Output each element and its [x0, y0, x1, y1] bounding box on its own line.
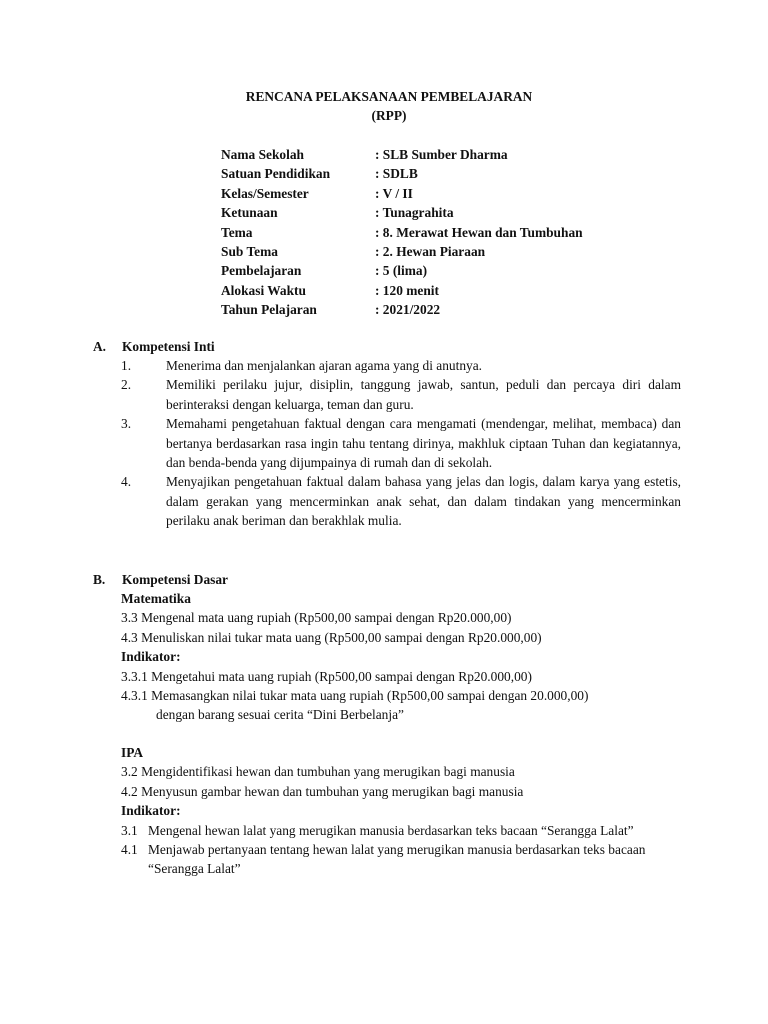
item-text: Menjawab pertanyaan tentang hewan lalat yang merugikan manusia berdasarkan teks bacaan “Serangga Lalat”	[148, 842, 646, 877]
info-label: Nama Sekolah	[221, 147, 304, 162]
info-value: : 120 menit	[375, 282, 439, 298]
indikator-item	[121, 821, 681, 840]
subject-heading: IPA	[121, 745, 144, 760]
info-label: Alokasi Waktu	[221, 282, 306, 298]
kd-item: 4.2 Menyusun gambar hewan dan tumbuhan yang merugikan bagi manusia	[121, 783, 524, 799]
indikator-item	[121, 840, 681, 879]
document-subtitle: (RPP)	[371, 108, 407, 123]
info-value: : 5 (lima)	[375, 263, 428, 279]
info-value: : 2. Hewan Piaraan	[375, 243, 486, 259]
info-value: : 8. Merawat Hewan dan Tumbuhan	[375, 224, 583, 240]
info-label: Sub Tema	[221, 243, 278, 259]
item-text: Menyajikan pengetahuan faktual dalam bahasa yang jelas dan logis, dalam karya yang estetis, dalam gerakan yang mencerminkan anak sehat, dan dalam tindakan yang mencerminkan perilaku anak beriman dan berakhlak mulia.	[166, 474, 681, 529]
section-title: Kompetensi Inti	[122, 339, 215, 354]
info-label: Ketunaan	[221, 205, 278, 221]
info-label: Tema	[221, 224, 253, 240]
list-item	[121, 414, 681, 472]
indikator-item: 3.3.1 Mengetahui mata uang rupiah (Rp500,00 sampai dengan Rp20.000,00)	[121, 668, 532, 684]
section-title: Kompetensi Dasar	[122, 572, 229, 587]
indikator-item-continuation: dengan barang sesuai cerita “Dini Berbelanja”	[156, 707, 404, 723]
subject-heading: Matematika	[121, 591, 191, 606]
kd-item: 3.3 Mengenal mata uang rupiah (Rp500,00 sampai dengan Rp20.000,00)	[121, 610, 512, 626]
info-label: Tahun Pelajaran	[221, 302, 317, 318]
info-label: Pembelajaran	[221, 263, 302, 279]
list-item	[121, 472, 681, 530]
kd-item: 4.3 Menuliskan nilai tukar mata uang (Rp500,00 sampai dengan Rp20.000,00)	[121, 629, 542, 645]
indikator-item: 4.3.1 Memasangkan nilai tukar mata uang rupiah (Rp500,00 sampai dengan 20.000,00)	[121, 688, 589, 704]
item-number: 4.1	[121, 842, 138, 858]
info-value: : V / II	[375, 185, 413, 201]
item-text: Memahami pengetahuan faktual dengan cara mengamati (mendengar, melihat, membaca) dan bertanya berdasarkan rasa ingin tahu tentang dirinya, makhluk ciptaan Tuhan dan kegiatannya, dan benda-benda yang dijumpainya di rumah dan di sekolah.	[166, 416, 681, 471]
info-value: : SLB Sumber Dharma	[375, 147, 508, 162]
item-number: 4.	[121, 474, 132, 490]
document-title: RENCANA PELAKSANAAN PEMBELAJARAN	[245, 89, 533, 104]
section-letter: A.	[93, 339, 107, 354]
info-value: : 2021/2022	[375, 302, 441, 318]
info-label: Satuan Pendidikan	[221, 166, 331, 182]
info-value: : SDLB	[375, 166, 418, 182]
item-text: Memiliki perilaku jujur, disiplin, tanggung jawab, santun, peduli dan percaya diri dalam berinteraksi dengan keluarga, teman dan guru.	[166, 377, 681, 412]
item-text: Mengenal hewan lalat yang merugikan manusia berdasarkan teks bacaan “Serangga Lalat”	[148, 822, 634, 838]
item-text: Menerima dan menjalankan ajaran agama yang di anutnya.	[166, 358, 483, 373]
list-item	[121, 375, 681, 414]
item-number: 2.	[121, 377, 132, 393]
item-number: 3.1	[121, 822, 138, 838]
list-item	[121, 356, 681, 375]
indikator-label: Indikator:	[121, 803, 181, 819]
ipa-block	[121, 743, 681, 879]
info-value: : Tunagrahita	[375, 205, 454, 221]
kompetensi-inti-list	[121, 356, 681, 531]
indikator-label: Indikator:	[121, 649, 181, 665]
matematika-block	[121, 589, 681, 725]
info-label: Kelas/Semester	[221, 185, 309, 201]
item-number: 3.	[121, 416, 132, 432]
item-number: 1.	[121, 358, 132, 373]
kd-item: 3.2 Mengidentifikasi hewan dan tumbuhan yang merugikan bagi manusia	[121, 764, 515, 780]
section-letter: B.	[93, 572, 106, 587]
